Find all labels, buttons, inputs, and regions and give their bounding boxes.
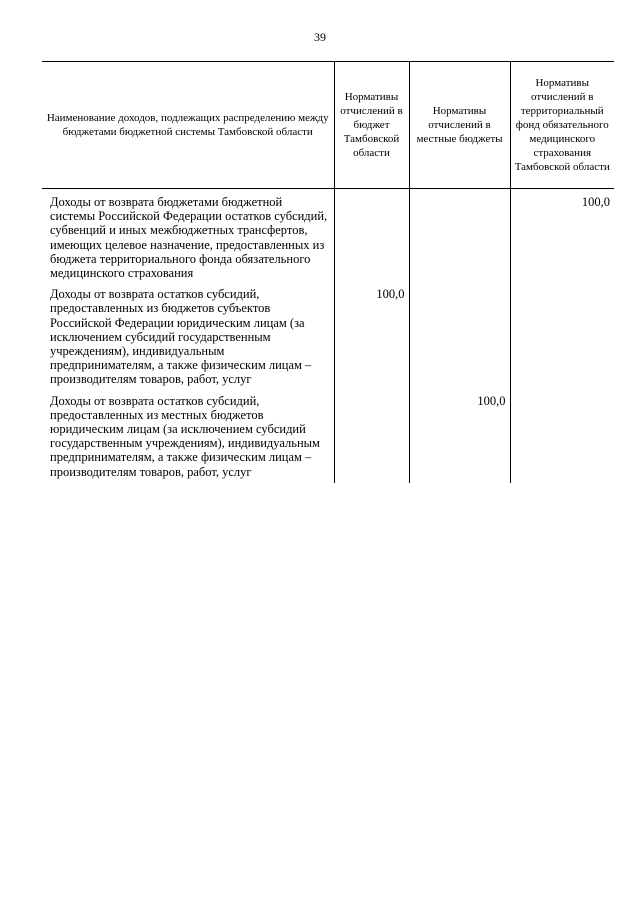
table-header: [42, 62, 614, 189]
row-local-value: [409, 189, 510, 285]
row-fund-value: [510, 391, 614, 483]
row-income-name: Доходы от возврата бюджетами бюджетной системы Российской Федерации остатков субсидий, субвенций и иных межбюджетных трансфертов, имеющих целевое назначение, предоставленных из бюджета территориального фонда обязательного медицинского страхования: [50, 195, 328, 281]
header-medical-fund: Нормативы отчислений в территориальный фонд обязательного медицинского страхования Тамбовской области: [510, 62, 614, 189]
header-regional-budget: Нормативы отчислений в бюджет Тамбовской области: [334, 62, 409, 189]
row-income-name: Доходы от возврата остатков субсидий, предоставленных из бюджетов субъектов Российской Федерации юридическим лицам (за исключением субсидий государственным учреждениям), индивидуальным предпринимателям, а также физическим лицам – производителям товаров, работ, услуг: [50, 287, 312, 387]
row-fund-value: [510, 284, 614, 390]
row-regional-value: [334, 189, 409, 285]
table-row: [42, 284, 614, 390]
table-row: [42, 189, 614, 285]
row-regional-value: [334, 391, 409, 483]
header-local-budgets: Нормативы отчислений в местные бюджеты: [409, 62, 510, 189]
row-income-name: Доходы от возврата остатков субсидий, предоставленных из местных бюджетов юридическим лицам (за исключением субсидий государственным учреждениям), индивидуальным предпринимателям, а также физическим лицам – производителям товаров, работ, услуг: [50, 393, 320, 479]
income-distribution-table: [42, 61, 614, 483]
row-fund-value: 100,0: [510, 189, 614, 285]
table-row: [42, 391, 614, 483]
row-local-value: 100,0: [409, 391, 510, 483]
page-number: 39: [314, 30, 326, 44]
header-income-name: Наименование доходов, подлежащих распределению между бюджетами бюджетной системы Тамбовской области: [46, 112, 329, 138]
row-regional-value: 100,0: [334, 284, 409, 390]
row-local-value: [409, 284, 510, 390]
